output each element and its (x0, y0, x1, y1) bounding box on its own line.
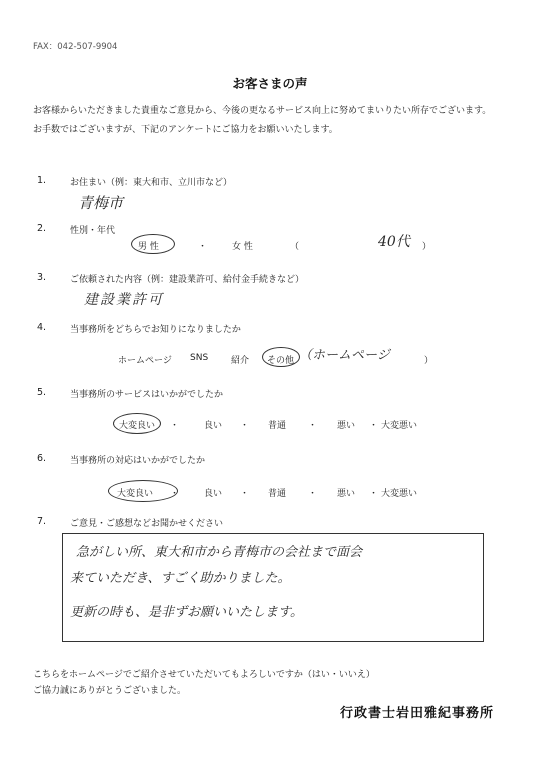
q5-number: 5. (37, 387, 47, 398)
q4-option-homepage[interactable]: ホームページ (118, 356, 172, 366)
q4-paren-close: ） (424, 356, 434, 366)
q4-question: 当事務所をどちらでお知りになりましたか (70, 325, 241, 335)
q1-number: 1. (37, 175, 47, 186)
q5-dot: ・ (369, 421, 379, 431)
intro-line-1: お客様からいただきました貴重なご意見から、今後の更なるサービス向上に努めてまいりたい所存でございます。 (33, 106, 492, 116)
intro-line-2: お手数ではございますが、下記のアンケートにご協力をお願いいたします。 (33, 125, 338, 135)
q2-question: 性別・年代 (70, 226, 116, 236)
q6-option-normal[interactable]: 普通 (268, 489, 287, 499)
q2-age-answer: 40代 (378, 234, 410, 250)
q7-answer-line-3: 更新の時も、是非ずお願いいたします。 (70, 605, 303, 620)
q6-dot: ・ (369, 489, 379, 499)
q6-dot: ・ (240, 489, 250, 499)
q5-option-very-good[interactable]: 大変良い (119, 421, 156, 431)
q4-option-referral[interactable]: 紹介 (231, 356, 250, 366)
q2-female-option[interactable]: 女 性 (232, 242, 253, 252)
page-title: お客さまの声 (232, 76, 308, 91)
q3-number: 3. (37, 272, 47, 283)
q5-dot: ・ (170, 421, 180, 431)
q2-male-option[interactable]: 男 性 (138, 242, 159, 252)
q5-dot: ・ (240, 421, 250, 431)
q2-paren-close: ） (422, 242, 432, 252)
q5-option-bad[interactable]: 悪い (337, 421, 356, 431)
q4-option-other[interactable]: その他 (267, 356, 295, 366)
q6-option-very-good[interactable]: 大変良い (117, 489, 154, 499)
q7-question: ご意見・ご感想などお聞かせください (70, 519, 224, 529)
q3-answer: 建設業許可 (84, 292, 164, 308)
q6-dot: ・ (308, 489, 318, 499)
q6-option-very-bad[interactable]: 大変悪い (381, 489, 418, 499)
q5-option-normal[interactable]: 普通 (268, 421, 287, 431)
q4-number: 4. (37, 322, 47, 333)
q6-dot: ・ (170, 489, 180, 499)
q2-number: 2. (37, 223, 47, 234)
q1-answer: 青梅市 (78, 194, 124, 212)
q6-number: 6. (37, 453, 47, 464)
q5-question: 当事務所のサービスはいかがでしたか (70, 390, 224, 400)
q5-option-good[interactable]: 良い (204, 421, 223, 431)
q5-option-very-bad[interactable]: 大変悪い (381, 421, 418, 431)
q4-other-answer: （ホームページ (299, 348, 390, 363)
q2-dot: ・ (198, 242, 208, 252)
q6-option-bad[interactable]: 悪い (337, 489, 356, 499)
q5-dot: ・ (308, 421, 318, 431)
q6-question: 当事務所の対応はいかがでしたか (70, 456, 206, 466)
q3-question: ご依頼された内容（例：建設業許可、給付金手続きなど） (70, 275, 305, 285)
fax-number: FAX：042-507-9904 (33, 42, 118, 52)
q7-answer-line-2: 来ていただき、すごく助かりました。 (70, 571, 291, 586)
q7-number: 7. (37, 516, 47, 527)
office-signature: 行政書士岩田雅紀事務所 (339, 706, 494, 721)
q4-option-sns[interactable]: SNS (190, 353, 209, 363)
publish-permission-question: こちらをホームページでご紹介させていただいてもよろしいですか（はい・いいえ） (33, 670, 375, 680)
q6-option-good[interactable]: 良い (204, 489, 223, 499)
q7-answer-line-1: 急がしい所、東大和市から青梅市の会社まで面会 (76, 545, 363, 560)
q1-question: お住まい（例：東大和市、立川市など） (70, 178, 233, 188)
thank-you-text: ご協力誠にありがとうございました。 (33, 686, 187, 696)
q2-paren-open: （ (290, 242, 300, 252)
